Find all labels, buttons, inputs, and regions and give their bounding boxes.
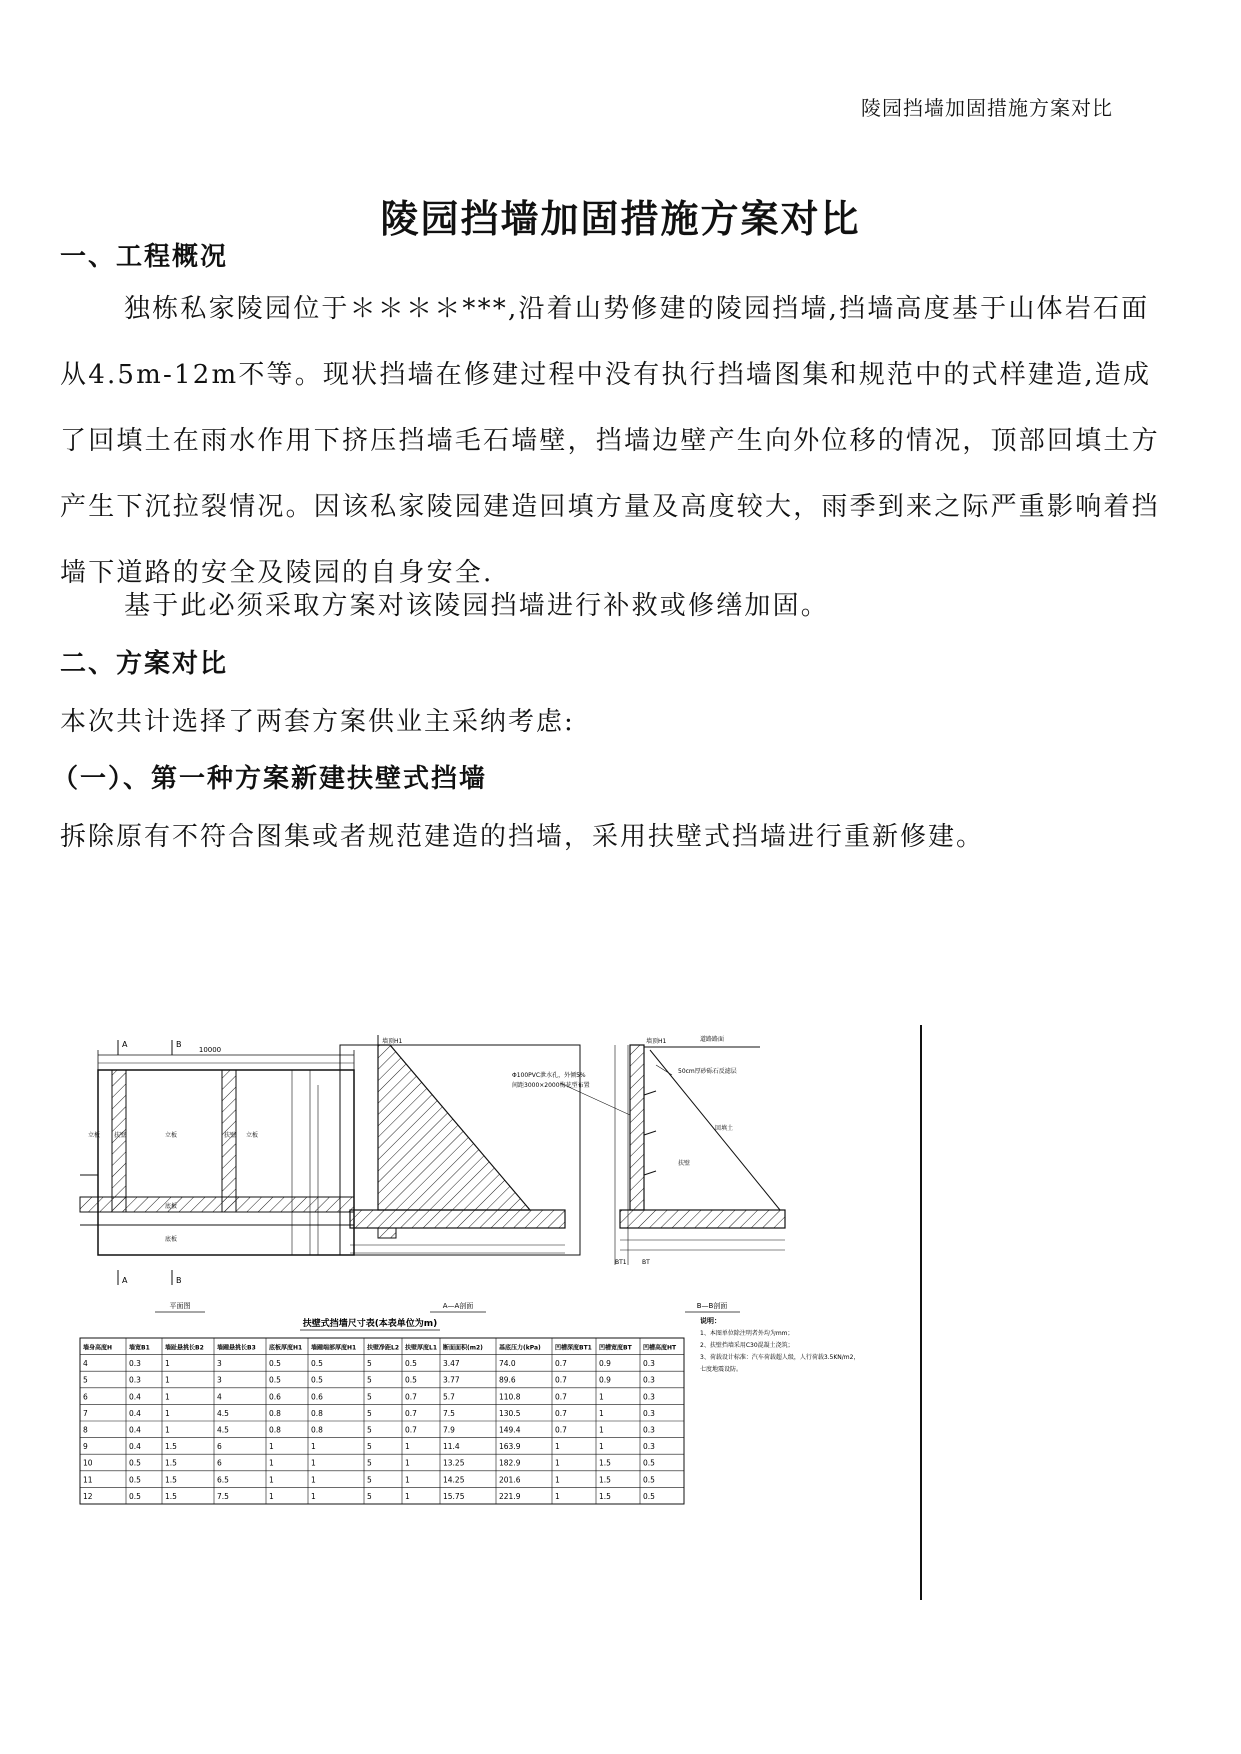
table-cell: 163.9 (499, 1442, 521, 1452)
table-cell: 7 (83, 1408, 88, 1418)
table-cell: 1 (555, 1491, 560, 1501)
overview-conclusion: 基于此必须采取方案对该陵园挡墙进行补救或修缮加固。 (124, 591, 830, 621)
table-cell: 5 (367, 1491, 372, 1501)
overview-paragraph: 独栋私家陵园位于＊＊＊＊***,沿着山势修建的陵园挡墙,挡墙高度基于山体岩石面从4.5m-12m不等。现状挡墙在修建过程中没有执行挡墙图集和规范中的式样建造,造成了回填土在雨水作用下挤压挡墙毛石墙壁，挡墙边壁产生向外位移的情况，顶部回填土方产生下沉拉裂情况。因该私家陵园建造回填方量及高度较大，雨季到来之际严重影响着挡墙下道路的安全及陵园的自身安全. (60, 294, 1160, 588)
plan-label-stem-right: 立板 (246, 1132, 259, 1139)
table-cell: 1 (555, 1475, 560, 1485)
table-cell: 6.5 (217, 1475, 229, 1485)
plan-section-mark-b-bottom: B (176, 1276, 182, 1285)
section-heading-overview: 一、工程概况 (60, 242, 229, 272)
table-cell: 1 (165, 1375, 170, 1385)
road-surface-label: 道路路面 (700, 1036, 725, 1043)
table-cell: 0.8 (269, 1425, 281, 1435)
table-cell: 0.5 (129, 1491, 141, 1501)
table-cell: 0.6 (311, 1392, 323, 1402)
table-cell: 0.3 (129, 1375, 141, 1385)
table-cell: 5 (367, 1458, 372, 1468)
table-cell: 1 (311, 1491, 316, 1501)
table-cell: 0.3 (643, 1359, 655, 1369)
table-cell: 182.9 (499, 1458, 521, 1468)
table-cell: 0.3 (643, 1425, 655, 1435)
table-cell: 0.8 (311, 1408, 323, 1418)
table-header-cell: 墙身高度H (83, 1344, 113, 1352)
plan-label-base-lower: 底板 (165, 1236, 178, 1243)
table-header-cell: 墙踵端部厚度H1 (311, 1344, 357, 1352)
table-title: 扶壁式挡墙尺寸表(本表单位为m) (302, 1319, 438, 1329)
table-header-cell: 墙宽B1 (129, 1344, 150, 1352)
table-cell: 0.4 (129, 1442, 141, 1452)
table-cell: 1 (405, 1458, 410, 1468)
table-cell: 13.25 (443, 1458, 465, 1468)
table-cell: 1 (165, 1408, 170, 1418)
table-cell: 0.5 (643, 1475, 655, 1485)
note-4: 七度地震设防。 (700, 1366, 743, 1373)
section-b-b (512, 1035, 785, 1312)
table-cell: 0.4 (129, 1425, 141, 1435)
table-cell: 0.5 (129, 1458, 141, 1468)
table-cell: 5 (367, 1408, 372, 1418)
table-cell: 5 (367, 1392, 372, 1402)
table-cell: 0.7 (555, 1408, 567, 1418)
section-a-caption: A—A剖面 (442, 1302, 474, 1310)
table-cell: 0.6 (269, 1392, 281, 1402)
table-cell: 1 (599, 1392, 604, 1402)
table-header-cell: 凹槽宽度BT (599, 1344, 632, 1352)
table-cell: 0.3 (643, 1408, 655, 1418)
table-cell: 1 (405, 1442, 410, 1452)
table-cell: 11 (83, 1475, 93, 1485)
table-cell: 1.5 (165, 1442, 177, 1452)
table-cell: 1 (311, 1442, 316, 1452)
table-cell: 1 (165, 1425, 170, 1435)
table-cell: 1 (269, 1442, 274, 1452)
table-cell: 1 (405, 1475, 410, 1485)
table-cell: 0.9 (599, 1359, 611, 1369)
table-cell: 1 (405, 1491, 410, 1501)
plan-dim-top: 10000 (198, 1046, 222, 1054)
table-cell: 7.5 (217, 1491, 229, 1501)
comparison-intro: 本次共计选择了两套方案供业主采纳考虑: (60, 707, 575, 737)
table-cell: 1.5 (599, 1475, 611, 1485)
table-cell: 0.5 (405, 1375, 417, 1385)
table-header-cell: 凹槽高度HT (643, 1344, 677, 1352)
table-cell: 5 (367, 1442, 372, 1452)
table-cell: 1 (269, 1475, 274, 1485)
plan-view (80, 1040, 354, 1312)
table-cell: 3.77 (443, 1375, 460, 1385)
table-cell: 6 (83, 1392, 88, 1402)
table-cell: 3 (217, 1375, 222, 1385)
table-cell: 1.5 (599, 1458, 611, 1468)
table-cell: 0.7 (555, 1359, 567, 1369)
drawing-sheet-border (920, 1025, 922, 1600)
table-cell: 5.7 (443, 1392, 455, 1402)
table-cell: 8 (83, 1425, 88, 1435)
table-cell: 1 (599, 1425, 604, 1435)
plan-section-mark-b-top: B (176, 1040, 182, 1049)
table-header-cell: 墙踵悬挑长B3 (217, 1344, 256, 1352)
dim-bt: BT (642, 1259, 650, 1266)
option1-description: 拆除原有不符合图集或者规范建造的挡墙，采用扶壁式挡墙进行重新修建。 (60, 822, 985, 852)
table-cell: 0.7 (555, 1375, 567, 1385)
note-1: 1、本图单位除注明者外均为mm； (700, 1330, 794, 1337)
table-cell: 1 (555, 1458, 560, 1468)
table-header-cell: 扶壁净距L2 (367, 1344, 399, 1352)
table-cell: 14.25 (443, 1475, 465, 1485)
table-cell: 1.5 (165, 1491, 177, 1501)
table-cell: 0.4 (129, 1392, 141, 1402)
plan-label-buttress-left: 扶壁 (114, 1132, 127, 1139)
backfill-label: 回填土 (715, 1125, 734, 1132)
table-cell: 7.9 (443, 1425, 455, 1435)
table-cell: 7.5 (443, 1408, 455, 1418)
plan-label-stem-middle: 立板 (165, 1132, 178, 1139)
gravel-filter-note: 50cm厚砂砾石反滤层 (678, 1068, 737, 1075)
table-cell: 0.3 (643, 1375, 655, 1385)
table-cell: 1 (269, 1458, 274, 1468)
table-cell: 5 (367, 1475, 372, 1485)
table-cell: 1 (599, 1408, 604, 1418)
plan-label-base-upper: 底板 (165, 1203, 178, 1210)
table-cell: 5 (367, 1375, 372, 1385)
table-cell: 1.5 (165, 1458, 177, 1468)
table-cell: 0.4 (129, 1408, 141, 1418)
dimension-table (80, 1317, 684, 1504)
document-title: 陵园挡墙加固措施方案对比 (380, 196, 861, 241)
table-cell: 0.5 (643, 1458, 655, 1468)
table-cell: 0.5 (269, 1359, 281, 1369)
table-cell: 3.47 (443, 1359, 460, 1369)
table-cell: 1 (311, 1458, 316, 1468)
table-cell: 4 (217, 1392, 222, 1402)
table-cell: 4.5 (217, 1408, 229, 1418)
table-cell: 149.4 (499, 1425, 521, 1435)
table-header-cell: 扶壁厚度L1 (405, 1344, 437, 1352)
table-cell: 0.5 (405, 1359, 417, 1369)
table-cell: 89.6 (499, 1375, 516, 1385)
table-cell: 1.5 (599, 1491, 611, 1501)
table-cell: 0.5 (311, 1375, 323, 1385)
table-cell: 3 (217, 1359, 222, 1369)
table-cell: 0.5 (129, 1475, 141, 1485)
table-cell: 5 (83, 1375, 88, 1385)
table-header-cell: 墙趾悬挑长B2 (165, 1344, 204, 1352)
table-cell: 1 (599, 1442, 604, 1452)
table-cell: 1 (269, 1491, 274, 1501)
plan-caption: 平面图 (169, 1302, 191, 1310)
table-cell: 1 (555, 1442, 560, 1452)
dim-bt1: BT1 (615, 1259, 627, 1266)
notes-title: 说明： (700, 1317, 721, 1325)
table-cell: 12 (83, 1491, 93, 1501)
table-cell: 0.5 (269, 1375, 281, 1385)
table-cell: 201.6 (499, 1475, 521, 1485)
table-cell: 10 (83, 1458, 93, 1468)
table-cell: 0.5 (643, 1491, 655, 1501)
buttress-label: 扶壁 (678, 1160, 691, 1167)
table-cell: 4.5 (217, 1425, 229, 1435)
table-cell: 9 (83, 1442, 88, 1452)
drawing-notes (700, 1316, 859, 1373)
table-cell: 0.3 (643, 1392, 655, 1402)
weep-pipe-spacing-note: 间距3000×2000梅花型布置 (512, 1082, 590, 1089)
table-cell: 0.7 (405, 1408, 417, 1418)
table-cell: 1 (311, 1475, 316, 1485)
table-cell: 11.4 (443, 1442, 460, 1452)
section-b-caption: B—B剖面 (696, 1302, 728, 1310)
buttress-wall-drawing (60, 1025, 920, 1735)
table-cell: 4 (83, 1359, 88, 1369)
table-cell: 0.7 (405, 1392, 417, 1402)
table-cell: 5 (367, 1425, 372, 1435)
table-cell: 1 (165, 1359, 170, 1369)
table-cell: 1 (165, 1392, 170, 1402)
table-cell: 0.9 (599, 1375, 611, 1385)
table-cell: 0.3 (643, 1442, 655, 1452)
option1-heading: （一）、第一种方案新建扶壁式挡墙 (52, 764, 488, 794)
section-b-top-label: 墙顶H1 (646, 1038, 667, 1045)
table-cell: 0.7 (555, 1392, 567, 1402)
table-header-cell: 断面面积(m2) (443, 1344, 483, 1352)
table-header-cell: 基底压力(kPa) (499, 1344, 541, 1352)
table-header-cell: 凹槽深度BT1 (555, 1344, 592, 1352)
table-cell: 5 (367, 1359, 372, 1369)
table-cell: 221.9 (499, 1491, 521, 1501)
weep-pipe-note: Φ100PVC泄水孔，外倾5% (512, 1072, 586, 1079)
note-2: 2、扶壁挡墙采用C30混凝土浇筑； (700, 1342, 794, 1349)
table-cell: 110.8 (499, 1392, 521, 1402)
table-cell: 6 (217, 1442, 222, 1452)
table-cell: 130.5 (499, 1408, 521, 1418)
plan-label-stem-left: 立板 (88, 1132, 101, 1139)
note-3: 3、荷载设计标准：汽车荷载超人级，人行荷载3.5KN/m2， (700, 1354, 860, 1361)
section-heading-comparison: 二、方案对比 (60, 649, 229, 679)
table-cell: 0.5 (311, 1359, 323, 1369)
plan-section-mark-a-bottom: A (122, 1276, 128, 1285)
table-cell: 6 (217, 1458, 222, 1468)
table-header-cell: 底板厚度H1 (269, 1344, 303, 1352)
table-cell: 0.3 (129, 1359, 141, 1369)
plan-section-mark-a-top: A (122, 1040, 128, 1049)
table-cell: 0.8 (269, 1408, 281, 1418)
table-cell: 74.0 (499, 1359, 516, 1369)
table-cell: 15.75 (443, 1491, 465, 1501)
table-cell: 1.5 (165, 1475, 177, 1485)
table-cell: 0.7 (405, 1425, 417, 1435)
table-cell: 0.8 (311, 1425, 323, 1435)
section-a-top-label: 墙顶H1 (382, 1038, 403, 1045)
plan-label-buttress-right: 扶壁 (224, 1132, 237, 1139)
running-header: 陵园挡墙加固措施方案对比 (861, 96, 1113, 120)
table-cell: 0.7 (555, 1425, 567, 1435)
